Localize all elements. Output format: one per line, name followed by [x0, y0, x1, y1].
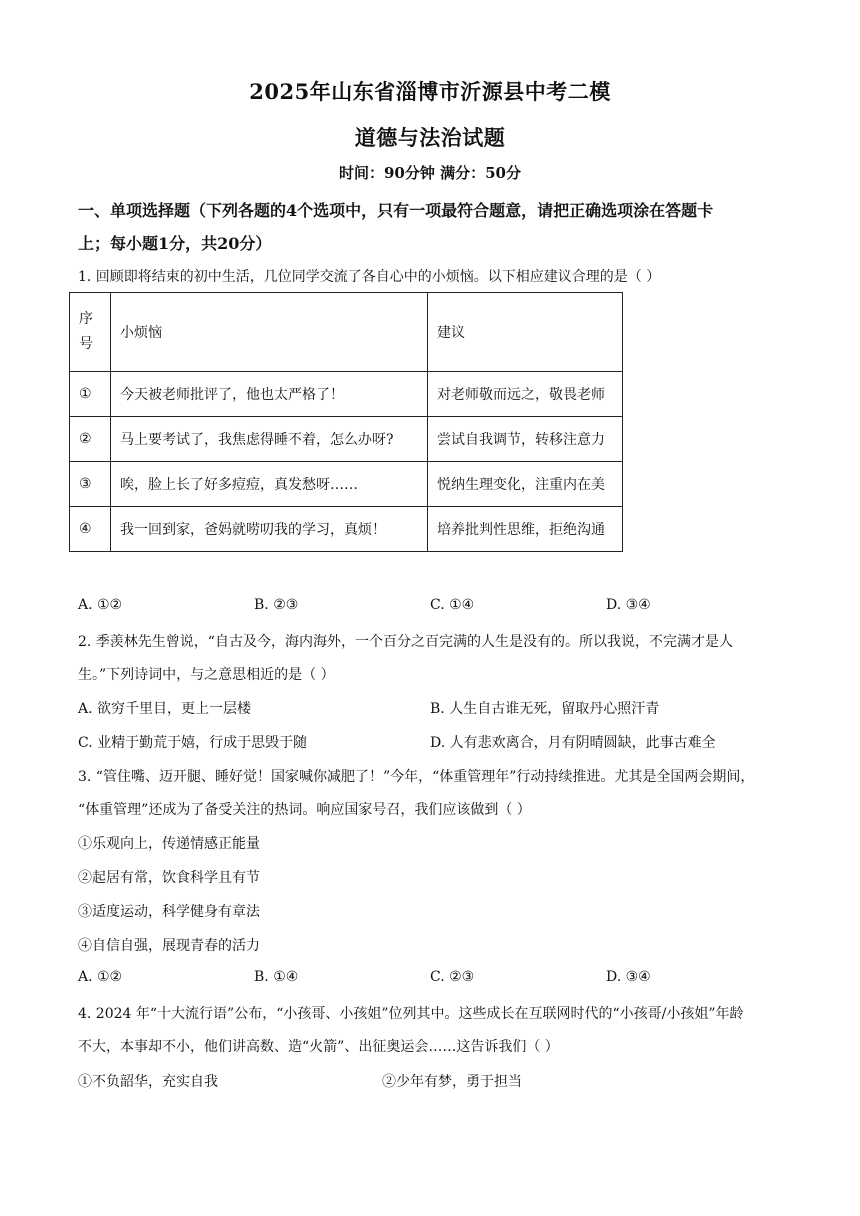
section-heading-line2: 上；每小题1分，共20分） — [78, 234, 272, 253]
q1-stem: 1. 回顾即将结束的初中生活，几位同学交流了各自心中的小烦恼。以下相应建议合理的是（ ） — [78, 269, 661, 285]
q3-option-a: A. ①② — [78, 969, 123, 985]
row-advice: 尝试自我调节，转移注意力 — [428, 417, 623, 462]
q3-stem-line2: “体重管理”还成为了备受关注的热词。响应国家号召，我们应该做到（ ） — [78, 802, 531, 818]
q1-option-b: B. ②③ — [254, 597, 299, 613]
q1-option-c: C. ①④ — [430, 597, 475, 613]
row-advice: 悦纳生理变化，注重内在美 — [428, 462, 623, 507]
q2-option-d: D. 人有悲欢离合，月有阴晴圆缺，此事古难全 — [430, 735, 716, 751]
row-worry: 马上要考试了，我焦虑得睡不着，怎么办呀? — [111, 417, 428, 462]
q3-item-2: ②起居有常，饮食科学且有节 — [78, 870, 260, 886]
q2-stem-line1: 2. 季羡林先生曾说，“自古及今，海内海外，一个百分之百完满的人生是没有的。所以我说，不完满才是人 — [78, 634, 733, 650]
q2-option-a: A. 欲穷千里目，更上一层楼 — [78, 701, 252, 717]
section-heading-line1: 一、单项选择题（下列各题的4个选项中，只有一项最符合题意，请把正确选项涂在答题卡 — [78, 201, 714, 220]
table-row — [70, 462, 623, 507]
q1-option-d: D. ③④ — [606, 597, 651, 613]
q2-stem-line2: 生。”下列诗词中，与之意思相近的是（ ） — [78, 667, 335, 683]
q2-option-b: B. 人生自古谁无死，留取丹心照汗青 — [430, 701, 660, 717]
row-worry: 我一回到家，爸妈就唠叨我的学习，真烦！ — [111, 507, 428, 552]
row-index: ④ — [70, 507, 111, 552]
row-index: ① — [70, 372, 111, 417]
header-worry-cell: 小烦恼 — [111, 293, 428, 372]
row-worry: 唉，脸上长了好多痘痘，真发愁呀…… — [111, 462, 428, 507]
row-worry: 今天被老师批评了，他也太严格了！ — [111, 372, 428, 417]
exam-subject: 道德与法治试题 — [354, 125, 506, 150]
row-advice: 培养批判性思维，拒绝沟通 — [428, 507, 623, 552]
row-index: ③ — [70, 462, 111, 507]
q1-table — [69, 292, 623, 552]
q4-stem-line1: 4. 2024 年“十大流行语”公布，“小孩哥、小孩姐”位列其中。这些成长在互联网时代的“小孩哥/小孩姐”年龄 — [78, 1006, 744, 1022]
row-index: ② — [70, 417, 111, 462]
time-score-info: 时间：90分钟 满分：50分 — [339, 164, 521, 182]
header-advice-cell: 建议 — [428, 293, 623, 372]
table-row — [70, 417, 623, 462]
q3-item-4: ④自信自强，展现青春的活力 — [78, 938, 260, 954]
header-index-cell: 序 号 — [70, 293, 111, 372]
q3-stem-line1: 3. “管住嘴、迈开腿、睡好觉！国家喊你减肥了！”今年，“体重管理年”行动持续推进。尤其是全国两会期间， — [78, 769, 755, 785]
table-row — [70, 507, 623, 552]
q3-option-b: B. ①④ — [254, 969, 299, 985]
q3-item-1: ①乐观向上，传递情感正能量 — [78, 836, 260, 852]
exam-title: 2025年山东省淄博市沂源县中考二模 — [249, 79, 611, 104]
q2-option-c: C. 业精于勤荒于嬉，行成于思毁于随 — [78, 735, 308, 751]
q4-item-1: ①不负韶华，充实自我 — [78, 1074, 218, 1090]
q3-item-3: ③适度运动，科学健身有章法 — [78, 904, 260, 920]
q1-option-a: A. ①② — [78, 597, 123, 613]
q4-item-2: ②少年有梦，勇于担当 — [382, 1074, 522, 1090]
q3-option-d: D. ③④ — [606, 969, 651, 985]
q3-option-c: C. ②③ — [430, 969, 475, 985]
q4-stem-line2: 不大，本事却不小，他们讲高数、造“火箭”、出征奥运会……这告诉我们（ ） — [78, 1039, 559, 1055]
row-advice: 对老师敬而远之，敬畏老师 — [428, 372, 623, 417]
table-row — [70, 372, 623, 417]
table-header-row — [70, 293, 623, 372]
